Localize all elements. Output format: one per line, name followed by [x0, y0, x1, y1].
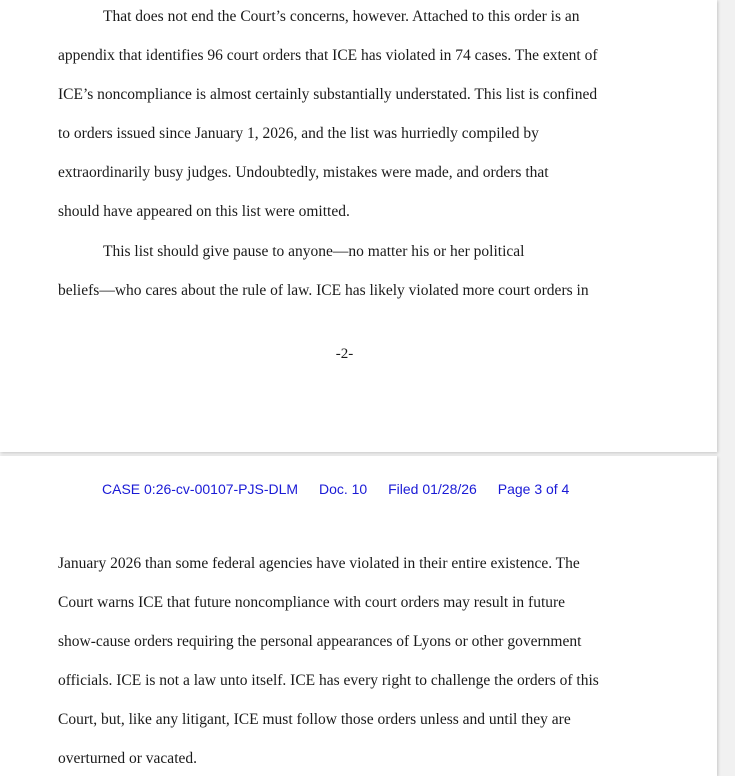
- page-3: [0, 456, 717, 776]
- case-header: [102, 481, 569, 497]
- body-line: extraordinarily busy judges. Undoubtedly, mistakes were made, and orders that: [58, 164, 549, 181]
- body-line: January 2026 than some federal agencies have violated in their entire existence. The: [58, 555, 580, 572]
- doc-number: Doc. 10: [318, 481, 368, 497]
- body-line: beliefs—who cares about the rule of law. ICE has likely violated more court orders in: [58, 282, 589, 299]
- case-number: CASE 0:26-cv-00107-PJS-DLM: [102, 481, 299, 497]
- body-line: Court, but, like any litigant, ICE must follow those orders unless and until they are: [58, 711, 571, 728]
- body-line: show-cause orders requiring the personal appearances of Lyons or other government: [58, 633, 582, 650]
- body-line: This list should give pause to anyone—no matter his or her political: [103, 243, 525, 260]
- body-line: officials. ICE is not a law unto itself. ICE has every right to challenge the orders of this: [58, 672, 599, 689]
- page-number: -2-: [335, 346, 354, 362]
- body-line: to orders issued since January 1, 2026, and the list was hurriedly compiled by: [58, 125, 539, 142]
- body-line: appendix that identifies 96 court orders that ICE has violated in 74 cases. The extent of: [58, 47, 598, 64]
- body-line: Court warns ICE that future noncompliance with court orders may result in future: [58, 594, 566, 611]
- body-line: overturned or vacated.: [58, 750, 198, 767]
- body-line: should have appeared on this list were omitted.: [58, 203, 350, 220]
- filed-date: Filed 01/28/26: [388, 481, 477, 497]
- body-line: ICE’s noncompliance is almost certainly substantially understated. This list is confined: [58, 86, 598, 103]
- page-indicator: Page 3 of 4: [497, 481, 570, 497]
- body-line: That does not end the Court’s concerns, however. Attached to this order is an: [103, 8, 580, 25]
